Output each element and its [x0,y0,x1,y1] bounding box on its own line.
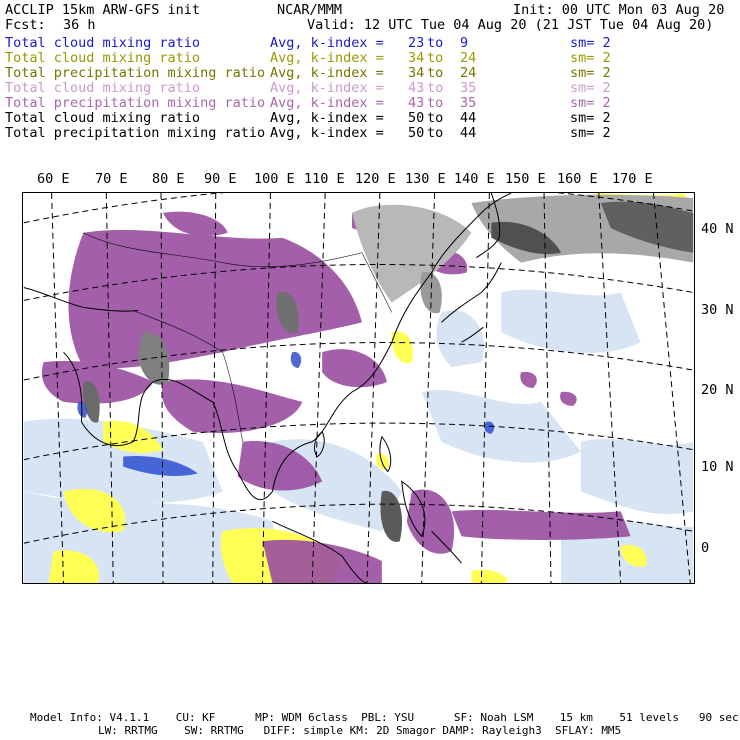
field-k-to-word: to [427,95,444,111]
field-name: Total precipitation mixing ratio [5,95,266,111]
field-k-to: 24 [460,50,477,66]
center-name: NCAR/MMM [277,2,343,18]
field-avg-label: Avg, k-index = [270,80,384,96]
latitude-label: 10 N [701,459,734,475]
field-avg-label: Avg, k-index = [270,50,384,66]
latitude-label: 40 N [701,221,734,237]
field-smoothing: sm= 2 [570,35,611,51]
field-name: Total cloud mixing ratio [5,50,201,66]
field-smoothing: sm= 2 [570,65,611,81]
longitude-label: 70 E [95,171,128,187]
latitude-label: 20 N [701,382,734,398]
longitude-label: 90 E [204,171,237,187]
field-k-to: 44 [460,125,477,141]
longitude-label: 140 E [454,171,495,187]
field-k-from: 50 [408,110,425,126]
longitude-label: 130 E [405,171,446,187]
field-k-to: 44 [460,110,477,126]
field-avg-label: Avg, k-index = [270,65,384,81]
field-name: Total cloud mixing ratio [5,110,201,126]
field-k-to: 35 [460,80,477,96]
longitude-label: 60 E [37,171,70,187]
field-name: Total cloud mixing ratio [5,35,201,51]
field-k-from: 43 [408,95,425,111]
field-k-from: 50 [408,125,425,141]
field-k-to-word: to [427,80,444,96]
field-k-to-word: to [427,35,444,51]
field-smoothing: sm= 2 [570,125,611,141]
field-smoothing: sm= 2 [570,80,611,96]
field-smoothing: sm= 2 [570,110,611,126]
longitude-label: 170 E [612,171,653,187]
field-name: Total precipitation mixing ratio [5,65,266,81]
map-panel [22,192,695,584]
longitude-label: 100 E [254,171,295,187]
model-info-line1: Model Info: V4.1.1 CU: KF MP: WDM 6class PBL: YSU SF: Noah LSM 15 km 51 levels 90 sec [30,711,739,724]
model-title: ACCLIP 15km ARW-GFS init [5,2,201,18]
field-k-to: 9 [460,35,469,51]
field-avg-label: Avg, k-index = [270,35,384,51]
model-info-line2: LW: RRTMG SW: RRTMG DIFF: simple KM: 2D Smagor DAMP: Rayleigh3 SFLAY: MM5 [98,724,622,737]
field-name: Total cloud mixing ratio [5,80,201,96]
latitude-label: 0 [701,540,710,556]
longitude-label: 150 E [505,171,546,187]
longitude-label: 110 E [304,171,345,187]
valid-time: Valid: 12 UTC Tue 04 Aug 20 (21 JST Tue 04 Aug 20) [307,17,714,33]
field-avg-label: Avg, k-index = [270,110,384,126]
latitude-label: 30 N [701,302,734,318]
field-avg-label: Avg, k-index = [270,95,384,111]
forecast-label: Fcst: [5,17,46,33]
field-k-from: 43 [408,80,425,96]
field-smoothing: sm= 2 [570,95,611,111]
longitude-label: 160 E [557,171,598,187]
field-k-to-word: to [427,65,444,81]
longitude-label: 80 E [152,171,185,187]
field-k-to-word: to [427,110,444,126]
longitude-label: 120 E [355,171,396,187]
field-k-to: 35 [460,95,477,111]
forecast-hours: 36 h [63,17,96,33]
field-k-from: 34 [408,50,425,66]
field-k-to-word: to [427,50,444,66]
field-k-to: 24 [460,65,477,81]
init-time: Init: 00 UTC Mon 03 Aug 20 [513,2,725,18]
field-name: Total precipitation mixing ratio [5,125,266,141]
field-k-from: 34 [408,65,425,81]
field-avg-label: Avg, k-index = [270,125,384,141]
field-smoothing: sm= 2 [570,50,611,66]
field-k-from: 23 [408,35,425,51]
field-k-to-word: to [427,125,444,141]
